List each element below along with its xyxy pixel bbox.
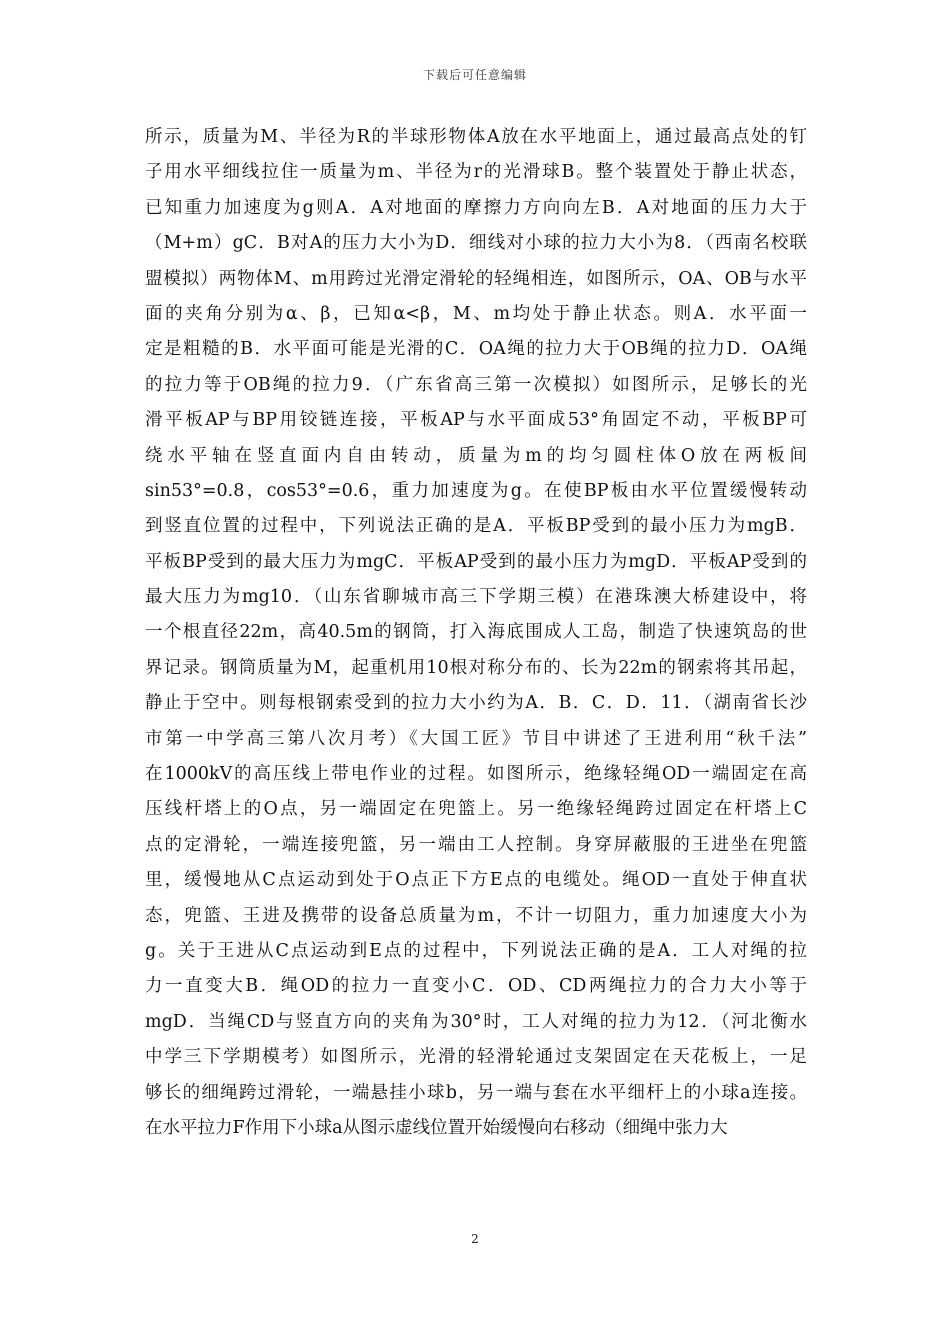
text-line: 的拉力等于OB绳的拉力9．（广东省高三第一次模拟）如图所示，足够长的光	[145, 374, 807, 395]
text-line: 到竖直位置的过程中，下列说法正确的是A．平板BP受到的最小压力为mgB．	[145, 516, 807, 537]
text-line: 定是粗糙的B．水平面可能是光滑的C．OA绳的拉力大于OB绳的拉力D．OA绳	[145, 339, 807, 360]
document-body	[145, 120, 807, 1146]
text-line: 滑平板AP与BP用铰链连接，平板AP与水平面成53°角固定不动，平板BP可	[145, 410, 807, 431]
text-line: 已知重力加速度为g则A．A对地面的摩擦力方向向左B．A对地面的压力大于	[145, 197, 807, 218]
text-line: 平板BP受到的最大压力为mgC．平板AP受到的最小压力为mgD．平板AP受到的	[145, 551, 807, 572]
text-line: 最大压力为mg10．（山东省聊城市高三下学期三模）在港珠澳大桥建设中，将	[145, 587, 807, 608]
text-line: 所示，质量为M、半径为R的半球形物体A放在水平地面上，通过最高点处的钉	[145, 127, 807, 147]
text-line: 态，兜篮、王进及携带的设备总质量为m，不计一切阻力，重力加速度大小为	[145, 905, 807, 926]
text-line: g。关于王进从C点运动到E点的过程中，下列说法正确的是A．工人对绳的拉	[145, 940, 807, 961]
text-line: sin53°=0.8，cos53°=0.6，重力加速度为g。在使BP板由水平位置缓慢转动	[145, 480, 807, 501]
text-line: 面的夹角分别为α、β，已知α<β，M、m均处于静止状态。则A．水平面一	[145, 303, 807, 324]
text-line: 够长的细绳跨过滑轮，一端悬挂小球b，另一端与套在水平细杆上的小球a连接。	[145, 1082, 807, 1103]
text-line: 压线杆塔上的O点，另一端固定在兜篮上。另一绝缘轻绳跨过固定在杆塔上C	[145, 799, 807, 820]
text-line: 子用水平细线拉住一质量为m、半径为r的光滑球B。整个装置处于静止状态，	[145, 162, 807, 183]
text-line: 界记录。钢筒质量为M，起重机用10根对称分布的、长为22m的钢索将其吊起，	[145, 657, 807, 678]
text-line: 静止于空中。则每根钢索受到的拉力大小约为A．B．C．D．11．（湖南省长沙	[145, 693, 807, 714]
text-line: 里，缓慢地从C点运动到处于O点正下方E点的电缆处。绳OD一直处于伸直状	[145, 870, 807, 891]
text-line: 盟模拟）两物体M、m用跨过光滑定滑轮的轻绳相连，如图所示，OA、OB与水平	[145, 268, 807, 289]
text-line: 在水平拉力F作用下小球a从图示虚线位置开始缓慢向右移动（细绳中张力大	[145, 1117, 728, 1138]
text-line: 市第一中学高三第八次月考）《大国工匠》节目中讲述了王进利用“秋千法”	[145, 728, 807, 749]
text-line: 中学三下学期模考）如图所示，光滑的轻滑轮通过支架固定在天花板上，一足	[145, 1047, 807, 1068]
text-line: 一个根直径22m，高40.5m的钢筒，打入海底围成人工岛，制造了快速筑岛的世	[145, 622, 807, 643]
text-line: 绕水平轴在竖直面内自由转动，质量为m的均匀圆柱体O放在两板间	[145, 445, 807, 466]
text-line: 点的定滑轮，一端连接兜篮，另一端由工人控制。身穿屏蔽服的王进坐在兜篮	[145, 834, 807, 855]
text-line: （M+m）gC．B对A的压力大小为D．细线对小球的拉力大小为8．（西南名校联	[145, 233, 807, 254]
page-header: 下载后可任意编辑	[422, 68, 527, 82]
text-line: 力一直变大B．绳OD的拉力一直变小C．OD、CD两绳拉力的合力大小等于	[145, 976, 807, 997]
text-line: mgD．当绳CD与竖直方向的夹角为30°时，工人对绳的拉力为12．（河北衡水	[145, 1011, 807, 1032]
page-number: 2	[471, 1232, 479, 1246]
text-line: 在1000kV的高压线上带电作业的过程。如图所示，绝缘轻绳OD一端固定在高	[145, 764, 807, 785]
